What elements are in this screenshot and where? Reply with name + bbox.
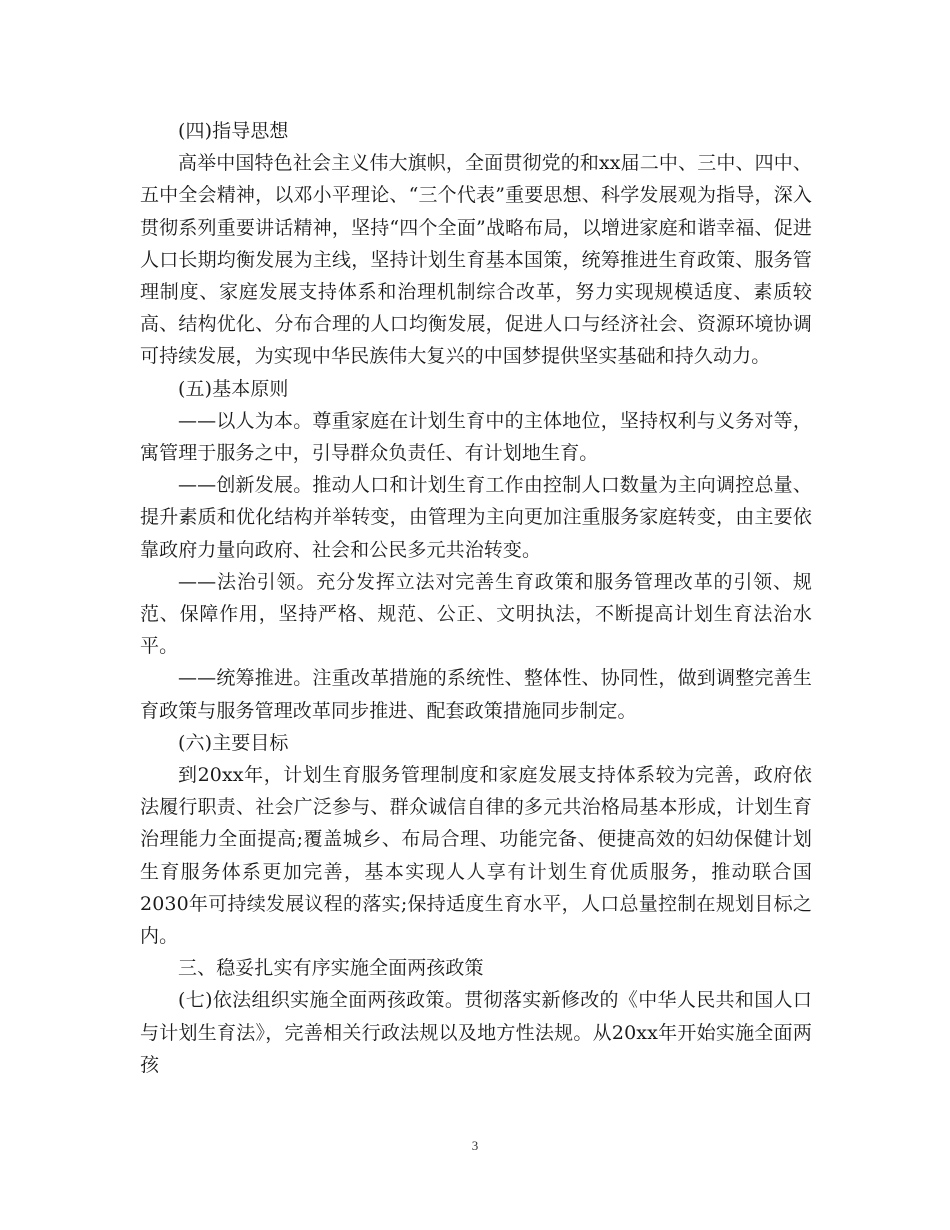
paragraph-principle-rule-of-law: ——法治引领。充分发挥立法对完善生育政策和服务管理改革的引领、规范、保障作用，坚持严格、规范、公正、文明执法，不断提高计划生育法治水平。 (140, 570, 812, 658)
paragraph-principle-coordination: ——统筹推进。注重改革措施的系统性、整体性、协同性，做到调整完善生育政策与服务管理改革同步推进、配套政策措施同步制定。 (140, 667, 812, 722)
section-heading-main-goals: (六)主要目标 (178, 731, 289, 754)
paragraph-guiding-ideology: 高举中国特色社会主义伟大旗帜，全面贯彻党的和xx届二中、三中、四中、五中全会精神，以邓小平理论、“三个代表”重要思想、科学发展观为指导，深入贯彻系列重要讲话精神，坚持“四个全面”战略布局，以增进家庭和谐幸福、促进人口长期均衡发展为主线，坚持计划生育基本国策，统筹推进生育政策、服务管理制度、家庭发展支持体系和治理机制综合改革，努力实现规模适度、素质较高、结构优化、分布合理的人口均衡发展，促进人口与经济社会、资源环境协调可持续发展，为实现中华民族伟大复兴的中国梦提供坚实基础和持久动力。 (140, 152, 812, 368)
document-body (140, 115, 812, 1081)
chapter-heading-two-child-policy: 三、稳妥扎实有序实施全面两孩政策 (178, 957, 484, 980)
paragraph-principle-innovation: ——创新发展。推动人口和计划生育工作由控制人口数量为主向调控总量、提升素质和优化结构并举转变，由管理为主向更加注重服务家庭转变，由主要依靠政府力量向政府、社会和公民多元共治转变。 (140, 474, 812, 561)
paragraph-implement-two-child-policy: (七)依法组织实施全面两孩政策。贯彻落实新修改的《中华人民共和国人口与计划生育法》，完善相关行政法规以及地方性法规。从20xx年开始实施全面两孩 (140, 989, 812, 1076)
paragraph-principle-people-oriented: ——以人为本。尊重家庭在计划生育中的主体地位，坚持权利与义务对等，寓管理于服务之中，引导群众负责任、有计划地生育。 (140, 409, 812, 465)
paragraph-main-goals: 到20xx年，计划生育服务管理制度和家庭发展支持体系较为完善，政府依法履行职责、社会广泛参与、群众诚信自律的多元共治格局基本形成，计划生育治理能力全面提高;覆盖城乡、布局合理、功能完备、便捷高效的妇幼保健计划生育服务体系更加完善，基本实现人人享有计划生育优质服务，推动联合国2030年可持续发展议程的落实;保持适度生育水平，人口总量控制在规划目标之内。 (140, 764, 812, 948)
section-heading-guiding-ideology: (四)指导思想 (178, 120, 289, 142)
page-number: 3 (471, 1138, 479, 1153)
section-heading-basic-principles: (五)基本原则 (178, 377, 289, 400)
